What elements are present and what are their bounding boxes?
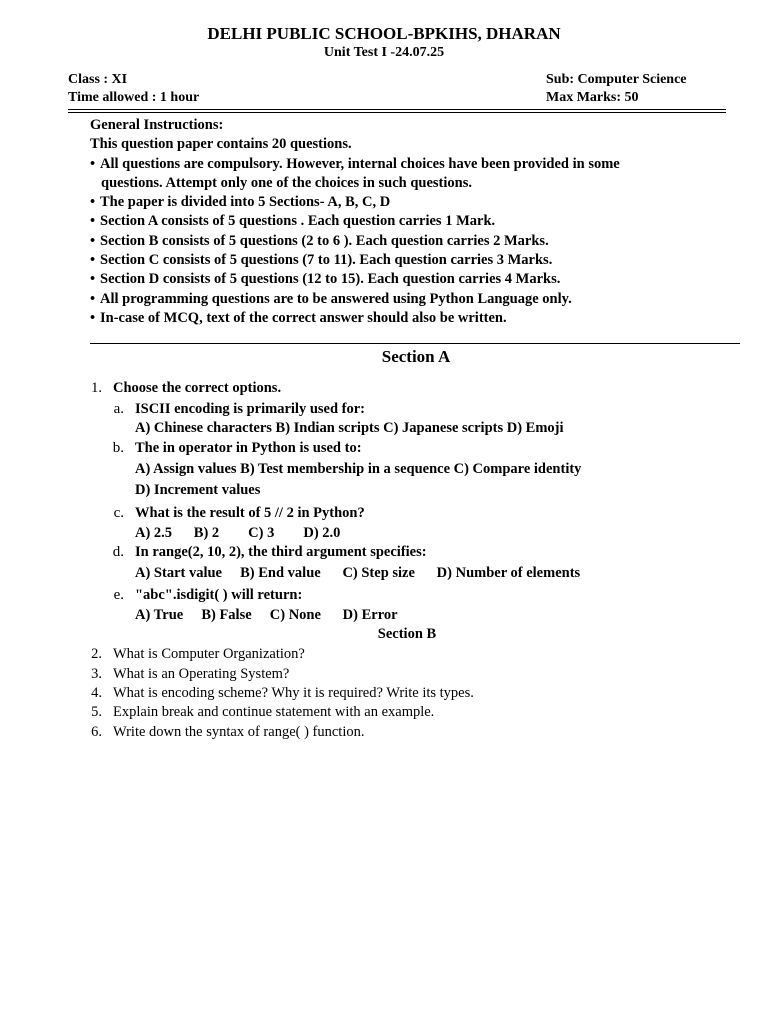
subquestion-options: A) Chinese characters B) Indian scripts C) Japanese scripts D) Emoji xyxy=(135,420,564,436)
subquestion-text: ISCII encoding is primarily used for: xyxy=(135,401,366,417)
instruction-item: • All questions are compulsory. However, internal choices have been provided in some xyxy=(90,155,730,174)
section-a-heading: Section A xyxy=(381,347,451,366)
subquestion-letter: a. xyxy=(113,401,124,417)
bullet-icon: • xyxy=(90,271,96,288)
bullet-icon: • xyxy=(90,309,96,326)
subquestion-d xyxy=(0,544,768,584)
section-b-heading: Section B xyxy=(377,626,437,642)
school-name: DELHI PUBLIC SCHOOL-BPKIHS, DHARAN xyxy=(207,24,561,43)
subquestion-text: In range(2, 10, 2), the third argument specifies: xyxy=(135,544,427,560)
header-divider-bottom xyxy=(68,112,726,113)
question-text: What is an Operating System? xyxy=(113,666,290,682)
question-3 xyxy=(88,666,728,686)
subquestion-letter: d. xyxy=(112,544,124,560)
subquestion-letter: c. xyxy=(113,505,124,521)
instruction-item: • Section D consists of 5 questions (12 to 15). Each question carries 4 Marks. xyxy=(90,270,730,289)
instruction-item: • All programming questions are to be answered using Python Language only. xyxy=(90,290,730,309)
question-number: 4. xyxy=(91,685,102,701)
question-6 xyxy=(88,724,728,744)
subquestion-a xyxy=(0,401,768,441)
max-marks: Max Marks: 50 xyxy=(546,90,639,105)
question-text: Choose the correct options. xyxy=(113,380,282,396)
instruction-item: • The paper is divided into 5 Sections- A, B, C, D xyxy=(90,193,730,212)
question-text: Explain break and continue statement with an example. xyxy=(113,704,435,720)
subquestion-text: The in operator in Python is used to: xyxy=(135,440,362,456)
instructions-intro: This question paper contains 20 questions. xyxy=(90,136,352,153)
test-title: Unit Test I -24.07.25 xyxy=(323,45,445,60)
question-text: Write down the syntax of range( ) function. xyxy=(113,724,365,740)
subquestion-b xyxy=(0,440,768,500)
bullet-icon: • xyxy=(90,290,96,307)
header-divider-top xyxy=(68,109,726,110)
bullet-icon: • xyxy=(90,194,96,211)
bullet-icon: • xyxy=(90,155,96,172)
question-5 xyxy=(88,704,728,724)
bullet-icon: • xyxy=(90,213,96,230)
instruction-item: • In-case of MCQ, text of the correct answer should also be written. xyxy=(90,309,730,328)
instruction-item: • Section A consists of 5 questions . Each question carries 1 Mark. xyxy=(90,212,730,231)
general-instructions xyxy=(90,116,730,328)
subquestion-options: A) Assign values B) Test membership in a sequence C) Compare identity xyxy=(135,461,582,477)
question-number: 2. xyxy=(91,646,102,662)
question-2 xyxy=(88,646,728,666)
class-label: Class : XI xyxy=(68,72,128,87)
subject-label: Sub: Computer Science xyxy=(546,72,687,87)
instruction-item: • Section B consists of 5 questions (2 to 6 ). Each question carries 2 Marks. xyxy=(90,232,730,251)
question-number: 1. xyxy=(91,380,102,396)
instructions-heading: General Instructions: xyxy=(90,117,224,133)
subquestion-options: A) Start value B) End value C) Step size D) Number of elements xyxy=(135,565,581,581)
subquestion-text: "abc".isdigit( ) will return: xyxy=(135,587,303,603)
question-number: 5. xyxy=(91,704,102,720)
subquestion-options: A) True B) False C) None D) Error xyxy=(135,607,398,623)
question-text: What is Computer Organization? xyxy=(113,646,305,662)
subquestion-e xyxy=(0,587,768,627)
question-1 xyxy=(88,380,728,400)
question-4 xyxy=(88,685,728,705)
subquestion-c xyxy=(0,505,768,545)
question-text: What is encoding scheme? Why it is required? Write its types. xyxy=(113,685,474,701)
instruction-item: • Section C consists of 5 questions (7 to 11). Each question carries 3 Marks. xyxy=(90,251,730,270)
instruction-item-continued: questions. Attempt only one of the choices in such questions. xyxy=(101,174,472,191)
subquestion-text: What is the result of 5 // 2 in Python? xyxy=(135,505,365,521)
subquestion-options: A) 2.5 B) 2 C) 3 D) 2.0 xyxy=(135,525,341,541)
bullet-icon: • xyxy=(90,232,96,249)
bullet-icon: • xyxy=(90,252,96,269)
subquestion-options: D) Increment values xyxy=(135,482,261,498)
section-divider xyxy=(90,343,740,344)
time-allowed: Time allowed : 1 hour xyxy=(68,90,200,105)
question-number: 6. xyxy=(91,724,102,740)
question-number: 3. xyxy=(91,666,102,682)
subquestion-letter: e. xyxy=(113,587,124,603)
subquestion-letter: b. xyxy=(112,440,124,456)
